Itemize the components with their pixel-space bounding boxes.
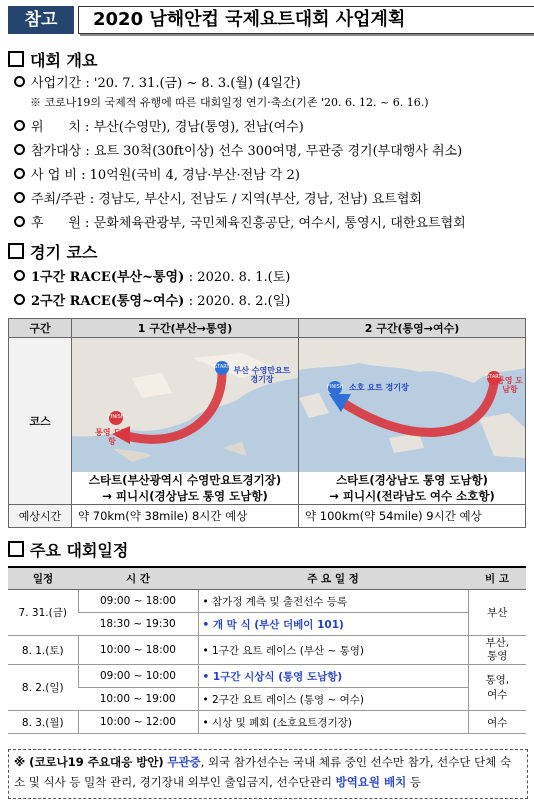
section-overview-title: 대회 개요 bbox=[8, 48, 97, 71]
schedule-event: • 1구간 시상식 (통영 도남항) bbox=[198, 665, 468, 688]
schedule-event: • 시상 및 폐회 (소호요트경기장) bbox=[198, 711, 468, 734]
schedule-header-event: 주 요 일 정 bbox=[198, 567, 468, 590]
leg1-cell bbox=[72, 338, 299, 505]
table-row bbox=[8, 688, 526, 711]
schedule-note: 통영, 여수 bbox=[468, 665, 526, 711]
schedule-time: 09:00 ~ 18:00 bbox=[78, 590, 198, 613]
leg2-start-pin: START bbox=[486, 374, 502, 380]
circle-bullet-icon bbox=[14, 294, 25, 305]
course-row-label: 코스 bbox=[9, 338, 72, 505]
schedule-event: • 2구간 요트 레이스 (통영 ~ 여수) bbox=[198, 688, 468, 711]
schedule-time: 18:30 ~ 19:30 bbox=[78, 613, 198, 636]
leg2-map bbox=[299, 338, 525, 472]
overview-item-period: 사업기간 : '20. 7. 31.(금) ~ 8. 3.(월) (4일간) bbox=[14, 72, 301, 91]
course-header-section: 구간 bbox=[9, 319, 72, 338]
footer-text: , 외국 참가선수는 국내 체류 중인 선수만 참가, 선수단 단체 숙소 및 식사 등 밀착 관리, 경기장내 외부인 출입금지, 선수단관리 bbox=[14, 755, 512, 789]
circle-bullet-icon bbox=[14, 270, 25, 281]
schedule-date: 8. 3.(월) bbox=[8, 711, 78, 734]
schedule-note: 여수 bbox=[468, 711, 526, 734]
table-row bbox=[8, 665, 526, 688]
checkbox-square-icon bbox=[8, 243, 24, 259]
schedule-date: 8. 1.(토) bbox=[8, 636, 78, 665]
overview-item-participants: 참가대상 : 요트 30척(30ft이상) 선수 300여명, 무관중 경기(부대행사 취소) bbox=[14, 140, 462, 159]
leg2-finish-label: 소호 요트 경기장 bbox=[349, 383, 409, 392]
schedule-time: 09:00 ~ 10:00 bbox=[78, 665, 198, 688]
leg1-start-label: 부산 수영만요트경기장 bbox=[233, 366, 291, 384]
leg1-time: 약 70km(약 38mile) 8시간 예상 bbox=[72, 505, 299, 528]
course-table bbox=[8, 318, 526, 528]
race-leg-1: 1구간 RACE(부산~통영) : 2020. 8. 1.(토) bbox=[14, 266, 290, 285]
leg1-caption-start: 스타트(부산광역시 수영만요트경기장) bbox=[88, 473, 282, 487]
overview-item-location: 위 치 : 부산(수영만), 경남(통영), 전남(여수) bbox=[14, 116, 304, 135]
circle-bullet-icon bbox=[14, 144, 25, 155]
schedule-time: 10:00 ~ 18:00 bbox=[78, 636, 198, 665]
course-header-leg2: 2 구간(통영→여수) bbox=[299, 319, 526, 338]
circle-bullet-icon bbox=[14, 192, 25, 203]
checkbox-square-icon bbox=[8, 51, 24, 67]
leg1-finish-pin: FINISH bbox=[108, 414, 125, 420]
schedule-event: • 1구간 요트 레이스 (부산 ~ 통영) bbox=[198, 636, 468, 665]
overview-item-budget: 사 업 비 : 10억원(국비 4, 경남·부산·전남 각 2) bbox=[14, 164, 300, 183]
leg2-finish-pin: FINISH bbox=[327, 384, 344, 390]
schedule-date: 8. 2.(일) bbox=[8, 665, 78, 711]
table-row bbox=[8, 613, 526, 636]
leg2-start-label: 통영 도남항 bbox=[497, 376, 523, 394]
table-row bbox=[8, 590, 526, 613]
section-schedule-title: 주요 대회일정 bbox=[8, 538, 128, 561]
schedule-header-date: 일정 bbox=[8, 567, 78, 590]
leg2-caption-finish: → 피니시(전라남도 여수 소호항) bbox=[329, 489, 495, 503]
schedule-header-note: 비 고 bbox=[468, 567, 526, 590]
page-header bbox=[8, 6, 526, 36]
schedule-table bbox=[8, 566, 526, 734]
checkbox-square-icon bbox=[8, 541, 24, 557]
section-course-title: 경기 코스 bbox=[8, 240, 97, 263]
schedule-header-time: 시 간 bbox=[78, 567, 198, 590]
schedule-event: • 참가정 계측 및 출전선수 등록 bbox=[198, 590, 468, 613]
footer-end: 등 bbox=[409, 775, 422, 789]
reference-tag: 참고 bbox=[8, 6, 74, 34]
circle-bullet-icon bbox=[14, 76, 25, 87]
time-row-label: 예상시간 bbox=[9, 505, 72, 528]
circle-bullet-icon bbox=[14, 168, 25, 179]
overview-item-sponsor: 후 원 : 문화체육관광부, 국민체육진흥공단, 여수시, 통영시, 대한요트협회 bbox=[14, 212, 466, 231]
schedule-note: 부산, 통영 bbox=[468, 636, 526, 665]
footer-highlight-1: 무관중 bbox=[167, 755, 201, 769]
circle-bullet-icon bbox=[14, 216, 25, 227]
schedule-note: 부산 bbox=[468, 590, 526, 636]
table-row bbox=[8, 636, 526, 665]
leg2-caption-start: 스타트(경상남도 통영 도남항) bbox=[336, 473, 488, 487]
schedule-event: • 개 막 식 (부산 더베이 101) bbox=[198, 613, 468, 636]
footer-prefix: ※ (코로나19 주요대응 방안) bbox=[14, 755, 164, 769]
leg2-cell bbox=[299, 338, 526, 505]
footer-highlight-2: 방역요원 배치 bbox=[335, 775, 407, 789]
race-leg-2: 2구간 RACE(통영~여수) : 2020. 8. 2.(일) bbox=[14, 290, 290, 309]
course-header-leg1: 1 구간(부산→통영) bbox=[72, 319, 299, 338]
circle-bullet-icon bbox=[14, 120, 25, 131]
leg2-map-graphic bbox=[299, 338, 525, 472]
leg1-start-pin: START bbox=[214, 364, 230, 370]
overview-item-host: 주최/주관 : 경남도, 부산시, 전남도 / 지역(부산, 경남, 전남) 요트협회 bbox=[14, 188, 422, 207]
schedule-date: 7. 31.(금) bbox=[8, 590, 78, 636]
overview-note: ※ 코로나19의 국제적 유행에 따른 대회일정 연기·축소(기존 '20. 6. 12. ~ 6. 16.) bbox=[30, 96, 429, 109]
table-row bbox=[8, 711, 526, 734]
leg1-caption-finish: → 피니시(경상남도 통영 도남항) bbox=[102, 489, 268, 503]
leg2-time: 약 100km(약 54mile) 9시간 예상 bbox=[299, 505, 526, 528]
leg1-map bbox=[72, 338, 298, 472]
schedule-time: 10:00 ~ 19:00 bbox=[78, 688, 198, 711]
page-title: 2020 남해안컵 국제요트대회 사업계획 bbox=[78, 6, 534, 34]
leg1-map-graphic bbox=[72, 338, 298, 472]
covid-response-note bbox=[8, 749, 528, 799]
schedule-time: 10:00 ~ 12:00 bbox=[78, 711, 198, 734]
leg1-finish-label: 통영 도남항 bbox=[95, 428, 129, 446]
